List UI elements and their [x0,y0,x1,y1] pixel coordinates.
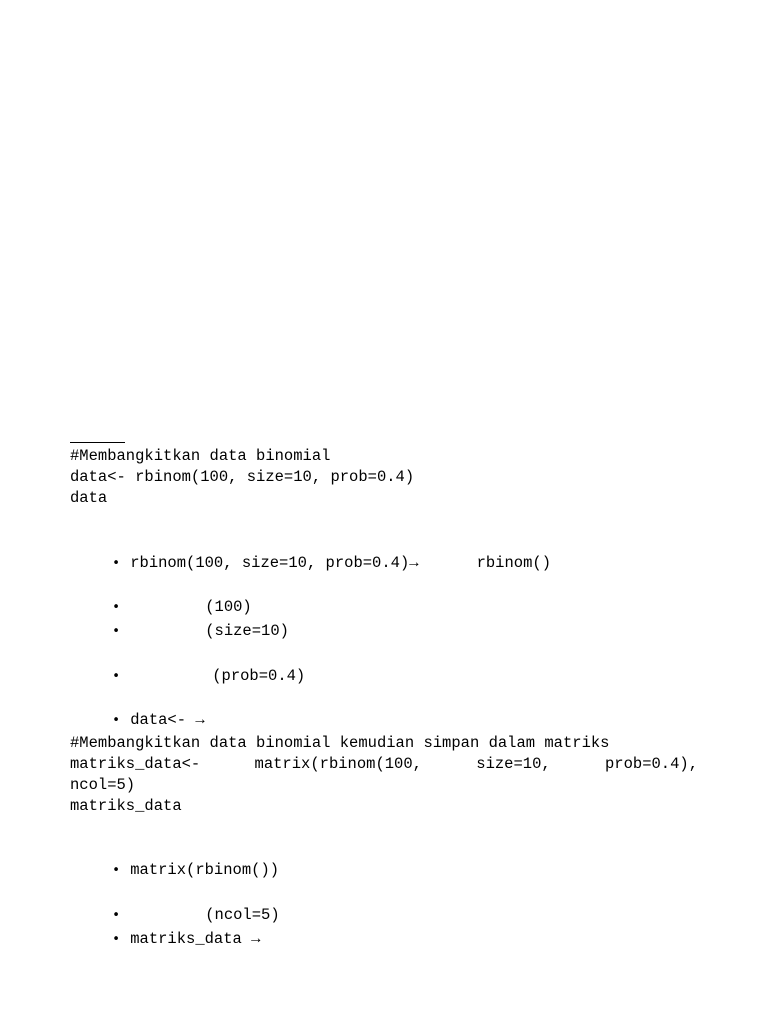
bullet-data-assign-text: data<- → [130,711,205,729]
comment-generate-binomial: #Membangkitkan data binomial [70,447,331,465]
bullet-rbinom-func: rbinom() [476,554,551,572]
bullet-matrix-text: matrix(rbinom()) [130,861,280,879]
bullet-matriks-data [75,909,260,970]
bullet-dot-icon: • [112,624,120,639]
bullet-dot-icon: • [112,863,120,878]
bullet-size-text: (size=10) [205,622,289,640]
bullet-dot-icon: • [112,556,120,571]
bullet-ncol-text: (ncol=5) [205,906,280,924]
code-data-assign: data<- rbinom(100, size=10, prob=0.4) [70,468,415,486]
code-data-print: data [70,489,108,507]
code-token: prob=0.4), [604,755,698,773]
bullet-dot-icon: • [112,669,120,684]
code-matrix-assign [70,754,698,774]
bullet-rbinom-code: rbinom(100, size=10, prob=0.4)→ [130,554,419,572]
bullet-dot-icon: • [112,908,120,923]
code-matrix-print: matriks_data [70,797,182,815]
bullet-dot-icon: • [112,600,120,615]
bullet-dot-icon: • [112,713,120,728]
short-underline-divider [70,442,125,443]
code-matrix-assign-cont: ncol=5) [70,776,136,794]
bullet-dot-icon: • [112,932,120,947]
code-token: size=10, [476,755,551,773]
comment-generate-matrix: #Membangkitkan data binomial kemudian simpan dalam matriks [70,734,610,752]
code-token: matriks_data<- [70,755,201,773]
bullet-n100-text: (100) [205,598,252,616]
code-token: matrix(rbinom(100, [254,755,422,773]
bullet-prob-text: (prob=0.4) [212,667,306,685]
bullet-matriks-data-text: matriks_data → [130,930,261,948]
